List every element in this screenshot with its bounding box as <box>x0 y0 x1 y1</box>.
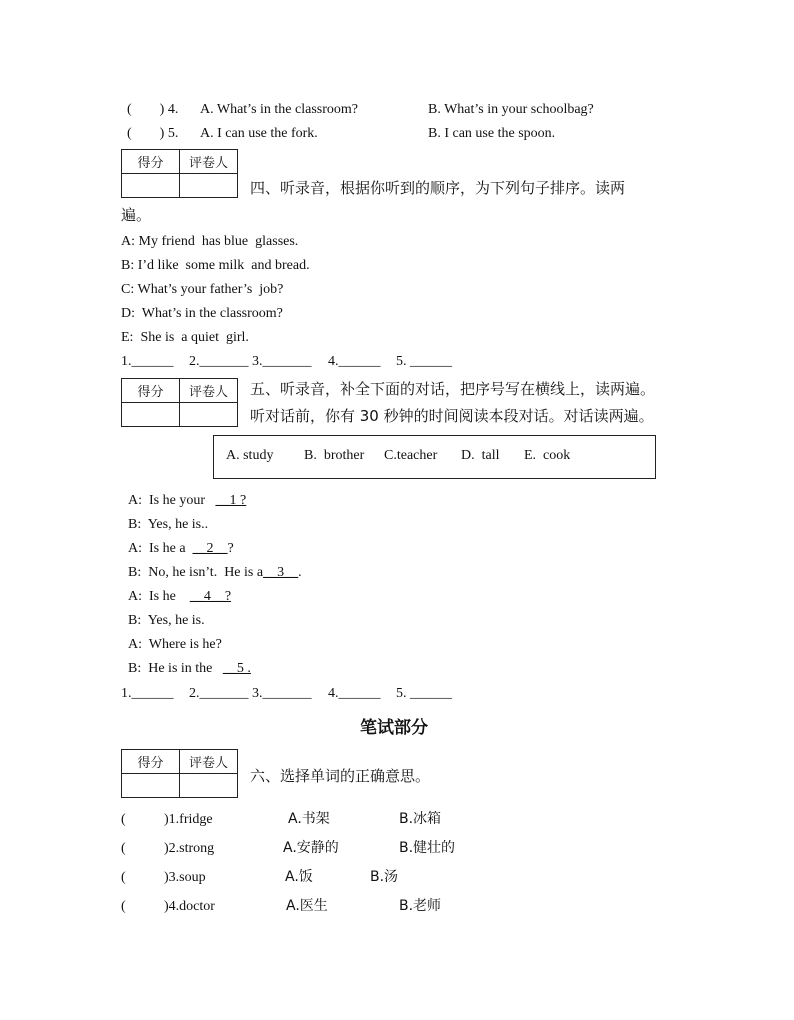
part6-item-4-word: )4.doctor <box>164 899 215 914</box>
option-c: C.teacher <box>384 448 438 463</box>
dialog-line-4: B: No, he isn’t. He is a__3__. <box>128 565 302 580</box>
score-label: 得分 <box>122 150 180 174</box>
grader-cell <box>180 174 238 198</box>
part4-sentence-a: A: My friend has blue glasses. <box>121 234 299 249</box>
dialog-line-5: A: Is he __4__? <box>128 589 232 604</box>
grader-cell <box>180 403 238 427</box>
part4-blank-5[interactable]: 5. ______ <box>396 354 452 369</box>
part5-blank-5[interactable]: 5. ______ <box>396 686 452 701</box>
part4-sentence-c: C: What’s your father’s job? <box>121 282 284 297</box>
part6-item-3-option-b: B.汤 <box>370 869 399 885</box>
word-options-box <box>213 435 656 479</box>
option-e: E. cook <box>524 448 571 463</box>
part4-title: 四、听录音，根据你听到的顺序，为下列句子排序。读两 <box>250 179 626 197</box>
part6-item-1-word: )1.fridge <box>164 812 213 827</box>
grader-cell <box>180 774 238 798</box>
dialog-line-1: A: Is he your __1 ? <box>128 493 247 508</box>
written-part-title: 笔试部分 <box>360 718 428 738</box>
part5-blank-2[interactable]: 2._______ <box>189 686 249 701</box>
dialog-blank-2[interactable]: __2__ <box>192 541 228 556</box>
part6-item-2-word: )2.strong <box>164 841 215 856</box>
score-table-part6 <box>121 749 238 798</box>
q5-option-a: A. I can use the fork. <box>200 126 318 141</box>
part4-sentence-b: B: I’d like some milk and bread. <box>121 258 310 273</box>
dialog-blank-3[interactable]: __3__ <box>263 565 299 580</box>
part6-item-2-option-a: A.安静的 <box>283 840 339 856</box>
part5-blank-1[interactable]: 1.______ <box>121 686 174 701</box>
dialog-line-2: B: Yes, he is.. <box>128 517 209 532</box>
part5-title: 五、听录音，补全下面的对话，把序号写在横线上，读两遍。 <box>250 380 656 398</box>
part5-blank-4[interactable]: 4.______ <box>328 686 381 701</box>
part6-item-1-option-a: A.书架 <box>288 811 330 827</box>
dialog-line-6: B: Yes, he is. <box>128 613 205 628</box>
part6-item-2-open[interactable]: ( <box>121 841 126 856</box>
score-cell <box>122 774 180 798</box>
grader-label: 评卷人 <box>180 750 238 774</box>
part6-item-1-option-b: B.冰箱 <box>399 811 442 827</box>
q4-option-a: A. What’s in the classroom? <box>200 102 358 117</box>
q5-number: ( ) 5. <box>127 126 179 141</box>
score-cell <box>122 403 180 427</box>
part5-subtitle: 听对话前，你有 30 秒钟的时间阅读本段对话。对话读两遍。 <box>250 407 654 425</box>
part4-blank-3[interactable]: 3._______ <box>252 354 312 369</box>
q4-option-b: B. What’s in your schoolbag? <box>428 102 594 117</box>
part4-blank-1[interactable]: 1.______ <box>121 354 174 369</box>
dialog-line-8: B: He is in the __5 . <box>128 661 251 676</box>
dialog-blank-1[interactable]: __1 ? <box>215 493 247 508</box>
dialog-blank-4[interactable]: __4__? <box>189 589 232 604</box>
part4-blank-4[interactable]: 4.______ <box>328 354 381 369</box>
part6-title: 六、选择单词的正确意思。 <box>250 767 431 785</box>
score-cell <box>122 174 180 198</box>
score-table-part5 <box>121 378 238 427</box>
option-d: D. tall <box>461 448 500 463</box>
dialog-blank-5[interactable]: __5 . <box>222 661 251 676</box>
part6-item-3-option-a: A.饭 <box>285 869 313 885</box>
score-table-part4 <box>121 149 238 198</box>
score-label: 得分 <box>122 750 180 774</box>
option-b: B. brother <box>304 448 365 463</box>
dialog-line-3: A: Is he a __2__? <box>128 541 234 556</box>
part4-title-cont: 遍。 <box>121 206 152 224</box>
q4-number: ( ) 4. <box>127 102 179 117</box>
part6-item-2-option-b: B.健壮的 <box>399 840 456 856</box>
grader-label: 评卷人 <box>180 150 238 174</box>
part6-item-4-option-b: B.老师 <box>399 898 442 914</box>
part4-blank-2[interactable]: 2._______ <box>189 354 249 369</box>
part6-item-4-open[interactable]: ( <box>121 899 126 914</box>
part4-sentence-d: D: What’s in the classroom? <box>121 306 283 321</box>
part6-item-1-open[interactable]: ( <box>121 812 126 827</box>
option-a: A. study <box>226 448 274 463</box>
q5-option-b: B. I can use the spoon. <box>428 126 556 141</box>
part6-item-3-word: )3.soup <box>164 870 206 885</box>
grader-label: 评卷人 <box>180 379 238 403</box>
part4-sentence-e: E: She is a quiet girl. <box>121 330 249 345</box>
score-label: 得分 <box>122 379 180 403</box>
part5-blank-3[interactable]: 3._______ <box>252 686 312 701</box>
part6-item-3-open[interactable]: ( <box>121 870 126 885</box>
part6-item-4-option-a: A.医生 <box>286 898 328 914</box>
dialog-line-7: A: Where is he? <box>128 637 222 652</box>
